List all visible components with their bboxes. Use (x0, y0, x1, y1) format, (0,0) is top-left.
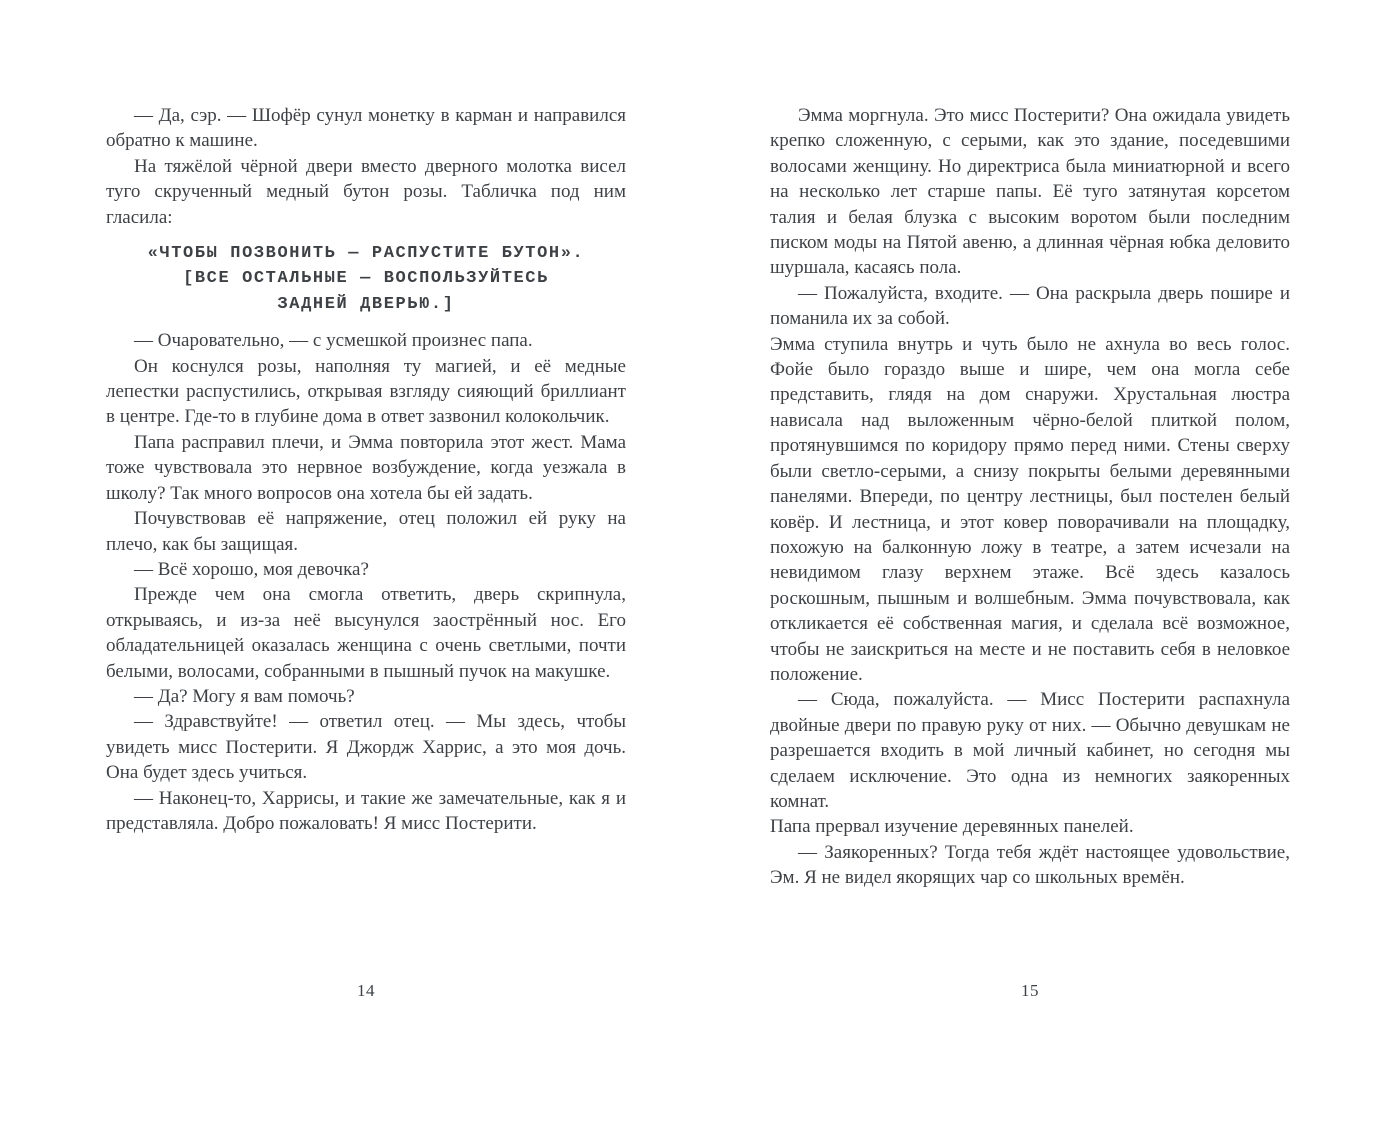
paragraph: — Очаровательно, — с усмешкой произнес папа. (134, 330, 533, 352)
paragraph: — Всё хорошо, моя девочка? (134, 558, 369, 580)
paragraph: Папа расправил плечи, и Эмма повторила этот жест. Мама тоже чувствовала это нервное возбуждение, когда уезжала в школу? Так много вопросов она хотела бы ей задать. (106, 431, 626, 504)
paragraph: Прежде чем она смогла ответить, дверь скрипнула, открываясь, и из-за неё высунулся заострённый нос. Его обладательницей оказалась женщина с очень светлыми, почти белыми, волосами, собранными в пышный пучок на макушке. (106, 584, 626, 682)
page-number-left: 14 (357, 981, 375, 1000)
page-left (106, 103, 626, 1033)
paragraph: Папа прервал изучение деревянных панелей. (770, 816, 1134, 838)
paragraph: Почувствовав её напряжение, отец положил ей руку на плечо, как бы защищая. (106, 508, 626, 555)
paragraph: — Здравствуйте! — ответил отец. — Мы здесь, чтобы увидеть мисс Постерити. Я Джордж Харрис, а это моя дочь. Она будет здесь учиться. (106, 711, 626, 784)
paragraph: Эмма моргнула. Это мисс Постерити? Она ожидала увидеть крепко сложенную, с серыми, как это здание, поседевшими волосами женщину. Но директриса была миниатюрной и всего на несколько лет старше папы. Её туго затянутая корсетом талия и белая блузка с высоким воротом были последним писком моды на Пятой авеню, а длинная чёрная юбка деловито шуршала, касаясь пола. (770, 105, 1290, 279)
paragraph: Он коснулся розы, наполняя ту магией, и её медные лепестки распустились, открывая взгляду сияющий бриллиант в центре. Где-то в глубине дома в ответ зазвонил колокольчик. (106, 355, 626, 428)
page-number-right: 15 (1021, 981, 1039, 1000)
sign-line: «ЧТОБЫ ПОЗВОНИТЬ — РАСПУСТИТЕ БУТОН». (147, 244, 585, 264)
paragraph: На тяжёлой чёрной двери вместо дверного молотка висел туго скрученный медный бутон розы. Табличка под ним гласила: (106, 155, 626, 228)
paragraph: — Да? Могу я вам помочь? (134, 685, 355, 707)
paragraph: — Сюда, пожалуйста. — Мисс Постерити распахнула двойные двери по правую руку от них. — Обычно девушкам не разрешается входить в мой личный кабинет, но сегодня мы сделаем исключение. Это одна из немногих заякоренных комнат. (770, 689, 1290, 812)
paragraph: — Пожалуйста, входите. — Она раскрыла дверь пошире и поманила их за собой. (770, 282, 1290, 330)
sign-line: [ВСЕ ОСТАЛЬНЫЕ — ВОСПОЛЬЗУЙТЕСЬ (183, 269, 549, 289)
page-right (770, 103, 1290, 1033)
paragraph: — Да, сэр. — Шофёр сунул монетку в карман и направился обратно к машине. (106, 105, 626, 152)
door-sign (106, 241, 626, 317)
paragraph: Эмма ступила внутрь и чуть было не ахнула во весь голос. Фойе было гораздо выше и шире, чем она могла себе представить, глядя на дом снаружи. Хрустальная люстра нависала над выложенным чёрно-белой плиткой полом, протянувшимся по коридору прямо перед ними. Стены сверху были светло-серыми, а снизу покрыты белыми деревянными панелями. Впереди, по центру лестницы, был постелен белый ковёр. И лестница, и этот ковер поворачивали на площадку, похожую на балконную ложу в театре, а затем исчезали на невидимом глазу верхнем этаже. Всё здесь казалось роскошным, пышным и волшебным. Эмма почувствовала, как откликается её собственная магия, и сделала всё возможное, чтобы не заискриться на месте и не поставить себя в неловкое положение. (770, 333, 1290, 685)
paragraph: — Наконец-то, Харрисы, и такие же замечательные, как я и представляла. Добро пожаловать! Я мисс Постерити. (106, 787, 626, 834)
paragraph: — Заякоренных? Тогда тебя ждёт настоящее удовольствие, Эм. Я не видел якорящих чар со школьных времён. (770, 841, 1290, 889)
sign-line: ЗАДНЕЙ ДВЕРЬЮ.] (277, 294, 455, 314)
